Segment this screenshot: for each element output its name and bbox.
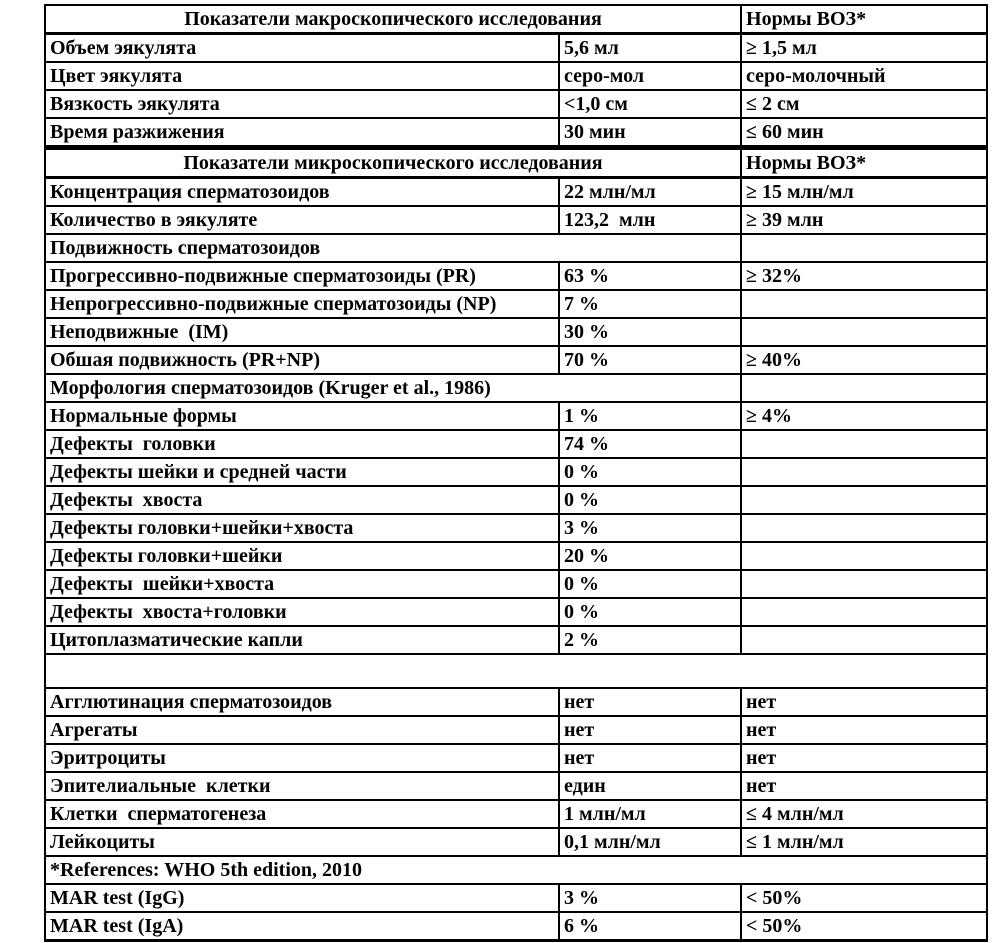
value-cell: 3 % xyxy=(559,884,741,912)
indicator-cell: Цитоплазматические капли xyxy=(45,626,559,654)
indicator-cell: Эритроциты xyxy=(45,744,559,772)
table-row xyxy=(45,374,987,402)
norm-cell xyxy=(741,626,987,654)
norm-cell: ≥ 4% xyxy=(741,402,987,430)
indicator-cell: Нормальные формы xyxy=(45,402,559,430)
table-row xyxy=(45,262,987,290)
table-row xyxy=(45,458,987,486)
table-row xyxy=(45,856,987,884)
section-title: Показатели микроскопического исследования xyxy=(45,148,741,178)
norm-cell: ≥ 1,5 мл xyxy=(741,34,987,63)
indicator-cell: Время разжижения xyxy=(45,118,559,148)
indicator-cell: Дефекты головки xyxy=(45,430,559,458)
indicator-cell: Эпителиальные клетки xyxy=(45,772,559,800)
references-note: *References: WHO 5th edition, 2010 xyxy=(45,856,987,884)
table-row xyxy=(45,654,987,688)
value-cell: 70 % xyxy=(559,346,741,374)
value-cell: нет xyxy=(559,744,741,772)
value-cell: един xyxy=(559,772,741,800)
norm-cell: нет xyxy=(741,688,987,716)
table-row xyxy=(45,90,987,118)
norm-cell: ≥ 15 млн/мл xyxy=(741,178,987,207)
table-row xyxy=(45,598,987,626)
indicator-cell: Дефекты шейки+хвоста xyxy=(45,570,559,598)
norm-column-header: Нормы ВОЗ* xyxy=(741,5,987,34)
norm-cell: ≥ 39 млн xyxy=(741,206,987,234)
value-cell: <1,0 см xyxy=(559,90,741,118)
indicator-cell: Агглютинация сперматозоидов xyxy=(45,688,559,716)
norm-cell: ≥ 40% xyxy=(741,346,987,374)
indicator-cell: Вязкость эякулята xyxy=(45,90,559,118)
indicator-cell: Лейкоциты xyxy=(45,828,559,856)
table-row xyxy=(45,290,987,318)
norm-cell xyxy=(741,514,987,542)
table-row xyxy=(45,542,987,570)
indicator-cell: Дефекты хвоста xyxy=(45,486,559,514)
table-row xyxy=(45,318,987,346)
table-row xyxy=(45,716,987,744)
value-cell: 22 млн/мл xyxy=(559,178,741,207)
group-title: Морфология сперматозоидов (Kruger et al., 1986) xyxy=(45,374,741,402)
value-cell: 3 % xyxy=(559,514,741,542)
norm-cell xyxy=(741,374,987,402)
table-row xyxy=(45,34,987,63)
indicator-cell: Концентрация сперматозоидов xyxy=(45,178,559,207)
table-row xyxy=(45,178,987,207)
norm-cell xyxy=(741,570,987,598)
value-cell: 30 мин xyxy=(559,118,741,148)
document-page xyxy=(44,4,988,942)
value-cell: 0 % xyxy=(559,598,741,626)
indicator-cell: Дефекты шейки и средней части xyxy=(45,458,559,486)
value-cell: серо-мол xyxy=(559,62,741,90)
norm-cell: ≤ 2 см xyxy=(741,90,987,118)
norm-cell xyxy=(741,290,987,318)
indicator-cell: Непрогрессивно-подвижные сперматозоиды (NP) xyxy=(45,290,559,318)
indicator-cell: Количество в эякуляте xyxy=(45,206,559,234)
value-cell: 30 % xyxy=(559,318,741,346)
indicator-cell: Агрегаты xyxy=(45,716,559,744)
table-row xyxy=(45,912,987,941)
value-cell: 63 % xyxy=(559,262,741,290)
table-row xyxy=(45,688,987,716)
norm-cell: нет xyxy=(741,772,987,800)
norm-cell: ≤ 1 млн/мл xyxy=(741,828,987,856)
indicator-cell: Обшая подвижность (PR+NP) xyxy=(45,346,559,374)
norm-cell xyxy=(741,458,987,486)
value-cell: 20 % xyxy=(559,542,741,570)
norm-cell: ≤ 60 мин xyxy=(741,118,987,148)
value-cell: нет xyxy=(559,716,741,744)
value-cell: 1 % xyxy=(559,402,741,430)
table-row xyxy=(45,772,987,800)
table-row xyxy=(45,430,987,458)
norm-cell: < 50% xyxy=(741,884,987,912)
results-table xyxy=(44,4,988,942)
norm-cell xyxy=(741,486,987,514)
norm-cell xyxy=(741,542,987,570)
table-row xyxy=(45,118,987,148)
table-row xyxy=(45,828,987,856)
table-row xyxy=(45,206,987,234)
value-cell: 5,6 мл xyxy=(559,34,741,63)
norm-cell xyxy=(741,318,987,346)
norm-cell: ≤ 4 млн/мл xyxy=(741,800,987,828)
value-cell: 0 % xyxy=(559,570,741,598)
value-cell: 0,1 млн/мл xyxy=(559,828,741,856)
value-cell: 7 % xyxy=(559,290,741,318)
indicator-cell: MAR test (IgA) xyxy=(45,912,559,941)
group-title: Подвижность сперматозоидов xyxy=(45,234,741,262)
norm-column-header: Нормы ВОЗ* xyxy=(741,148,987,178)
table-row xyxy=(45,486,987,514)
norm-cell xyxy=(741,234,987,262)
norm-cell: нет xyxy=(741,716,987,744)
table-row xyxy=(45,5,987,34)
table-row xyxy=(45,148,987,178)
table-row xyxy=(45,514,987,542)
value-cell: 123,2 млн xyxy=(559,206,741,234)
value-cell: 0 % xyxy=(559,458,741,486)
value-cell: 0 % xyxy=(559,486,741,514)
value-cell: 74 % xyxy=(559,430,741,458)
table-row xyxy=(45,570,987,598)
indicator-cell: Неподвижные (IM) xyxy=(45,318,559,346)
spacer-cell xyxy=(45,654,987,688)
table-row xyxy=(45,402,987,430)
norm-cell: ≥ 32% xyxy=(741,262,987,290)
indicator-cell: MAR test (IgG) xyxy=(45,884,559,912)
norm-cell: серо-молочный xyxy=(741,62,987,90)
value-cell: 2 % xyxy=(559,626,741,654)
indicator-cell: Цвет эякулята xyxy=(45,62,559,90)
norm-cell xyxy=(741,430,987,458)
results-table-body xyxy=(45,5,987,941)
value-cell: 6 % xyxy=(559,912,741,941)
table-row xyxy=(45,744,987,772)
indicator-cell: Прогрессивно-подвижные сперматозоиды (PR) xyxy=(45,262,559,290)
indicator-cell: Объем эякулята xyxy=(45,34,559,63)
norm-cell: < 50% xyxy=(741,912,987,941)
indicator-cell: Дефекты хвоста+головки xyxy=(45,598,559,626)
table-row xyxy=(45,234,987,262)
indicator-cell: Дефекты головки+шейки+хвоста xyxy=(45,514,559,542)
norm-cell xyxy=(741,598,987,626)
table-row xyxy=(45,626,987,654)
table-row xyxy=(45,346,987,374)
table-row xyxy=(45,62,987,90)
value-cell: нет xyxy=(559,688,741,716)
norm-cell: нет xyxy=(741,744,987,772)
table-row xyxy=(45,800,987,828)
table-row xyxy=(45,884,987,912)
section-title: Показатели макроскопического исследования xyxy=(45,5,741,34)
indicator-cell: Дефекты головки+шейки xyxy=(45,542,559,570)
indicator-cell: Клетки сперматогенеза xyxy=(45,800,559,828)
value-cell: 1 млн/мл xyxy=(559,800,741,828)
